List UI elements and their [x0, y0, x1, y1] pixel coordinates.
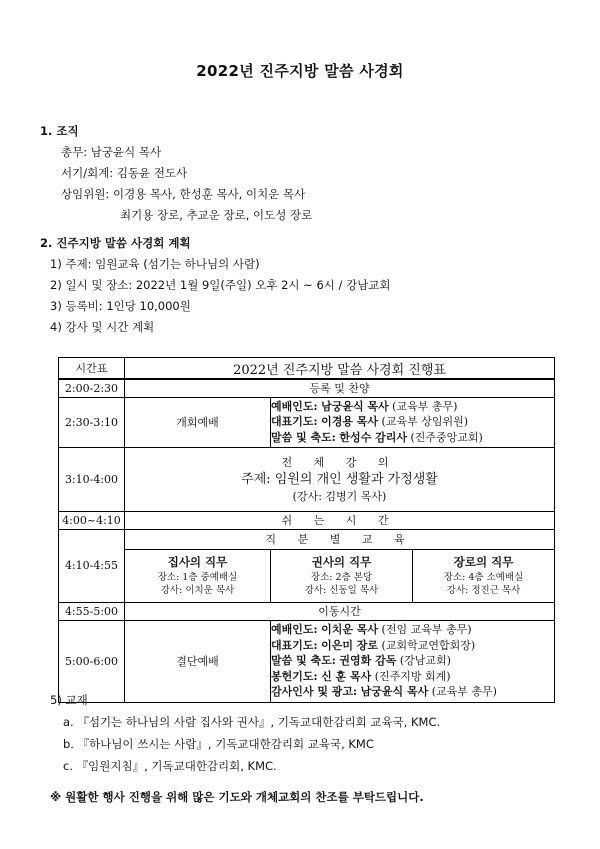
schedule-table-title: 2022년 진주지방 말씀 사경회 진행표 [125, 358, 555, 380]
organization-line: 총무: 남궁윤식 목사 [61, 145, 162, 159]
plan-item: 3) 등록비: 1인당 10,000원 [50, 299, 191, 313]
lecture-heading: 전 체 강 의 [281, 455, 398, 469]
time-cell: 2:30-3:10 [59, 397, 125, 447]
materials-section [50, 689, 570, 777]
schedule-header-row [59, 358, 555, 380]
table-row [59, 549, 555, 602]
materials-heading: 5) 교재 [50, 693, 88, 707]
lecture-cell [125, 447, 555, 511]
material-item: a. 『섬기는 하나님의 사람 집사와 권사』, 기독교대한감리회 교육국, KMC. [63, 715, 441, 729]
role-session-deacon: 집사의 직무 장소: 1층 중예배실 강사: 이치운 목사 [125, 549, 271, 602]
closing-note: ※ 원활한 행사 진행을 위해 많은 기도와 개체교회의 찬조를 부탁드립니다. [50, 790, 424, 804]
time-cell: 3:10-4:00 [59, 447, 125, 511]
material-item: c. 『임원지침』, 기독교대한감리회, KMC. [63, 759, 277, 773]
event-cell: 이동시간 [125, 602, 555, 620]
event-name-cell: 결단예배 [125, 620, 271, 702]
program-item: 말씀 및 축도: 권영화 감독 (강남교회) [271, 654, 451, 668]
table-row [59, 602, 555, 620]
program-item: 대표기도: 이경용 목사 (교육부 상임위원) [271, 415, 469, 429]
time-cell: 4:00~4:10 [59, 511, 125, 529]
document-title: 2022년 진주지방 말씀 사경회 [196, 62, 404, 80]
role-education-heading: 직 분 별 교 육 [125, 529, 555, 549]
plan-heading: 2. 진주지방 말씀 사경회 계획 [40, 236, 191, 250]
program-item: 예배인도: 남궁윤식 목사 (교육부 총무) [271, 399, 458, 413]
lecture-topic: 주제: 임원의 개인 생활과 가정생활 [241, 471, 438, 487]
program-item: 말씀 및 축도: 한성수 감리사 (진주중앙교회) [271, 430, 483, 444]
event-cell: 등록 및 찬양 [125, 379, 555, 397]
time-cell: 2:00-2:30 [59, 379, 125, 397]
program-item: 봉헌기도: 신 훈 목사 (진주지방 회계) [271, 669, 451, 683]
event-name-cell: 개회예배 [125, 397, 271, 447]
table-row [59, 397, 555, 447]
organization-line-continued: 최기용 장로, 추교운 장로, 이도성 장로 [120, 208, 313, 222]
table-row [59, 379, 555, 397]
table-row [59, 529, 555, 549]
time-cell: 5:00-6:00 [59, 620, 125, 702]
material-item: b. 『하나님이 쓰시는 사람』, 기독교대한감리회 교육국, KMC [63, 737, 374, 751]
break-cell: 쉬 는 시 간 [125, 511, 555, 529]
table-row [59, 511, 555, 529]
organization-section [40, 121, 570, 226]
program-item: 예배인도: 이치운 목사 (전임 교육부 총무) [271, 623, 472, 637]
table-row [59, 447, 555, 511]
plan-item: 4) 강사 및 시간 계획 [50, 320, 155, 334]
program-item: 대표기도: 이은미 장로 (교회학교연합회장) [271, 638, 476, 652]
plan-item: 2) 일시 및 장소: 2022년 1월 9일(주일) 오후 2시 ~ 6시 / 강남교회 [50, 278, 391, 292]
lecture-speaker: (강사: 김병기 목사) [292, 489, 387, 503]
time-cell: 4:55-5:00 [59, 602, 125, 620]
organization-line: 상임위원: 이경용 목사, 한성훈 목사, 이치운 목사 [61, 187, 306, 201]
time-cell: 4:10-4:55 [59, 529, 125, 602]
organization-heading: 1. 조직 [40, 124, 79, 138]
role-session-exhorter: 권사의 직무 장소: 2층 본당 강사: 신동일 목사 [271, 549, 413, 602]
role-session-elder: 장로의 직무 장소: 4층 소예배실 강사: 정진근 목사 [413, 549, 555, 602]
organization-line: 서기/회계: 김동윤 전도사 [61, 166, 188, 180]
schedule-table [58, 357, 555, 703]
program-list [271, 397, 555, 447]
plan-section [40, 233, 570, 338]
plan-item: 1) 주제: 임원교육 (섬기는 하나님의 사람) [50, 257, 260, 271]
time-column-header: 시간표 [59, 358, 125, 380]
program-item: 감사인사 및 광고: 남궁윤식 목사 (교육부 총무) [271, 685, 497, 699]
